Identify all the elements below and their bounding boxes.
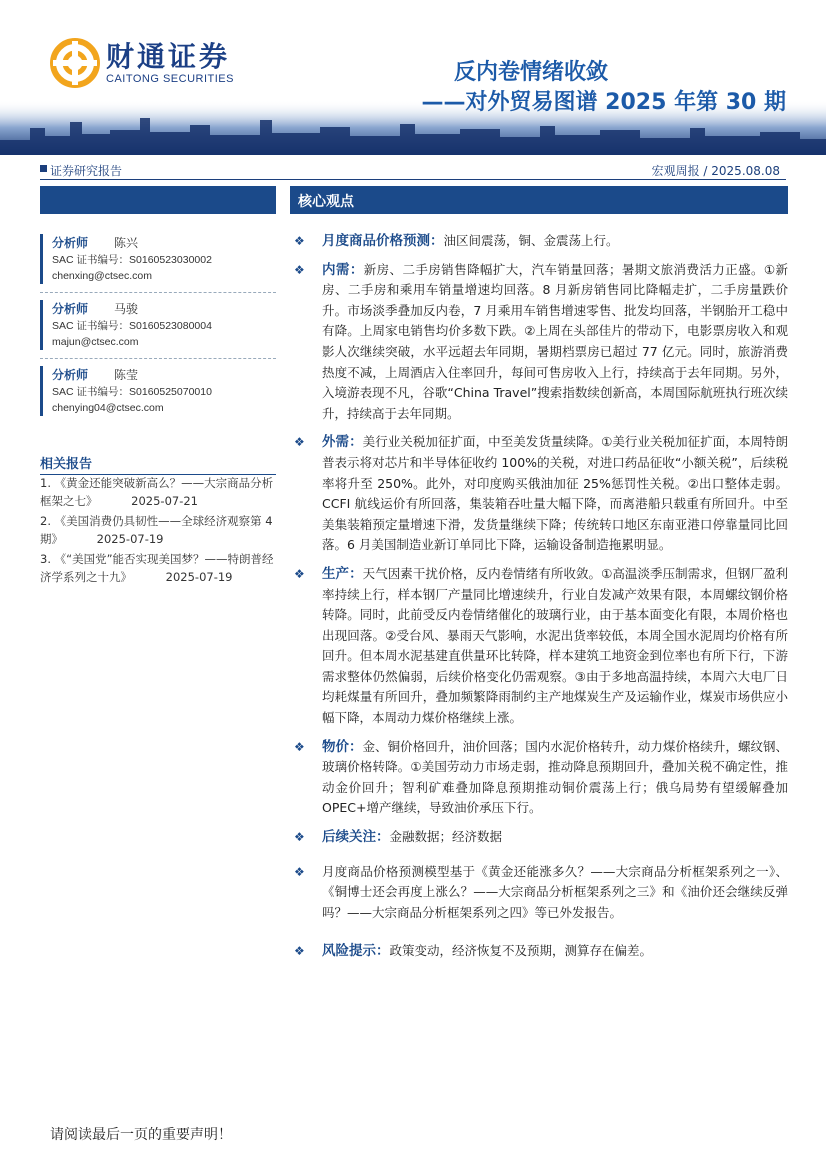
logo-chinese-name: 财通证券 [106,40,231,73]
diamond-bullet-icon: ❖ [294,234,305,248]
sub-header-bar [40,160,786,180]
company-logo [50,38,234,88]
related-report-title: 3. 《“美国党”能否实现美国梦？——特朗普经济学系列之十九》 [40,552,274,584]
analyst-card [40,300,276,350]
report-type-label: 证券研究报告 [50,164,123,178]
point-lead: 外需： [322,434,363,451]
analyst-email: chenxing@ctsec.com [52,270,152,282]
diamond-bullet-icon: ❖ [294,435,305,450]
point-text: 政策变动，经济恢复不及预期，测算存在偏差。 [389,943,653,959]
logo-english-name: CAITONG SECURITIES [106,73,234,85]
divider [40,358,276,359]
core-point-production [292,564,788,729]
related-report-title: 2. 《美国消费仍具韧性——全球经济观察第 4 期》 [40,514,273,546]
analyst-card [40,366,276,416]
report-header [0,0,826,155]
point-text: 天气因素干扰价格，反内卷情绪有所收敛。①高温淡季压制需求，但钢厂盈利率持续上行，样本钢厂产量同比增速续升，行业自发减产效果有限，本周螺纹钢价格转降。同时，此前受反内卷情绪催化的玻璃行业，由于基本面变化有限，本周价格也出现回落。②受台风、暴雨天气影响，水泥出货率较低，本周全国水泥周均价格有所回升。但本周水泥基建直供量环比转降，样本建筑工地资金到位率也有所下行，下游需求整体仍然偏弱，后续价格变化仍需观察。③由于多地高温持续，本周六大电厂日均耗煤量有所回升，叠加频繁降雨制约主产地煤炭生产及运输作业，煤炭市场供应小幅下降，本周动力煤价格继续上涨。 [322,565,788,726]
point-text: 金、铜价格回升，油价回落；国内水泥价格转升，动力煤价格续升，螺纹钢、玻璃价格转降。①美国劳动力市场走弱，推动降息预期回升，叠加关税不确定性，推动金价回升；智利矿难叠加降息预期推动铜价震荡上行；俄乌局势有望缓解叠加 OPEC+增产继续，导致油价承压下行。 [322,738,788,816]
analyst-role: 分析师 [52,236,89,250]
core-point-risk [292,941,788,962]
divider [40,292,276,293]
point-text: 油区间震荡，铜、金震荡上行。 [443,233,619,248]
report-title-main: 反内卷情绪收敛 [453,60,608,85]
diamond-bullet-icon: ❖ [294,566,305,581]
analyst-email: majun@ctsec.com [52,336,139,348]
analyst-name: 陈兴 [114,236,139,250]
logo-emblem-icon [50,38,100,88]
point-text: 美行业关税加征扩面，中至美发货量续降。①美行业关税加征扩面，本周特朗普表示将对芯片和半导体征收约 100%的关税，对进口药品征收“小额关税”，后续税率将升至 250%。此外，对印度购买俄油加征 25%惩罚性关税。②出口整体走弱。CCFI 航线运价有所回落，集装箱吞吐量大幅下降，而离港船只载重有所回升。中至美集装箱预定量增速下滑，发货量继续下降；传统转口地区东南亚港口停靠量同比回落。6 月美国制造业新订单同比下降，运输设备制造拖累明显。 [322,434,788,553]
related-report-date: 2025-07-19 [165,570,233,584]
analyst-sac-number: SAC 证书编号：S0160523030002 [52,254,212,266]
related-report-item[interactable] [40,550,276,586]
diamond-bullet-icon: ❖ [294,739,305,754]
analyst-email: chenying04@ctsec.com [52,402,164,414]
diamond-bullet-icon: ❖ [294,830,305,845]
related-reports-list [40,474,276,588]
analyst-sac-number: SAC 证书编号：S0160525070010 [52,386,212,398]
related-report-item[interactable] [40,512,276,548]
point-lead: 后续关注： [322,829,390,846]
related-report-date: 2025-07-19 [96,532,164,546]
point-lead: 风险提示： [322,943,390,960]
analyst-name: 陈莹 [114,368,139,382]
core-point-model-note [292,862,788,924]
diamond-bullet-icon: ❖ [294,262,305,277]
core-point-external-demand [292,432,788,556]
disclaimer-note: 请阅读最后一页的重要声明！ [50,1127,232,1143]
report-title-sub: ——对外贸易图谱 2025 年第 30 期 [421,90,786,115]
point-lead: 物价： [322,738,363,755]
analyst-role: 分析师 [52,302,89,316]
point-text: 新房、二手房销售降幅扩大，汽车销量回落；暑期文旅消费活力正盛。①新房、二手房和乘用车销量增速均回落。8 月新房销售同比降幅走扩，二手房量跌价升。市场淡季叠加反内卷，7 月乘用车销售增速零售、批发均回落，半钢胎开工稳中有降。上周家电销售均价多数下跌。②上周在头部佳片的带动下，电影票房收入和观影人次继续突破，水平远超去年同期，暑期档票房已超过 77 亿元。同时，旅游消费热度不减，上周酒店入住率回升，每间可售房收入上行，持续高于去年同期。另外，入境游表现不凡，谷歌“China Travel”搜索指数续创新高，本周国际航班执行班次续升，持续高于去年同期。 [322,261,788,421]
related-reports-title: 相关报告 [40,453,276,475]
core-point-prices [292,737,788,819]
point-text: 金融数据；经济数据 [389,829,503,845]
point-lead: 月度商品价格预测： [322,233,444,249]
core-views-list [292,231,788,962]
point-lead: 生产： [322,565,363,582]
core-point-follow-up [292,827,788,848]
left-column-header-bar [40,186,276,214]
core-point-domestic-demand [292,260,788,425]
square-bullet-icon [40,165,47,172]
related-report-item[interactable] [40,474,276,510]
analyst-name: 马骏 [114,302,139,316]
point-text: 月度商品价格预测模型基于《黄金还能涨多久？——大宗商品分析框架系列之一》、《铜博士还会再度上涨么？——大宗商品分析框架系列之三》和《油价还会继续反弹吗？——大宗商品分析框架系列之四》等已外发报告。 [322,863,788,920]
report-category-date: 宏观周报 / 2025.08.08 [651,164,780,178]
diamond-bullet-icon: ❖ [294,864,305,879]
analyst-sac-number: SAC 证书编号：S0160523080004 [52,320,212,332]
point-lead: 内需： [322,261,364,278]
related-report-title: 1. 《黄金还能突破新高么？——大宗商品分析框架之七》 [40,476,274,508]
diamond-bullet-icon: ❖ [294,944,305,959]
core-point-price-forecast [292,231,788,252]
related-report-date: 2025-07-21 [131,494,198,508]
report-title [422,58,786,118]
analyst-role: 分析师 [52,368,89,382]
analyst-card [40,234,276,284]
core-views-header: 核心观点 [290,186,788,214]
